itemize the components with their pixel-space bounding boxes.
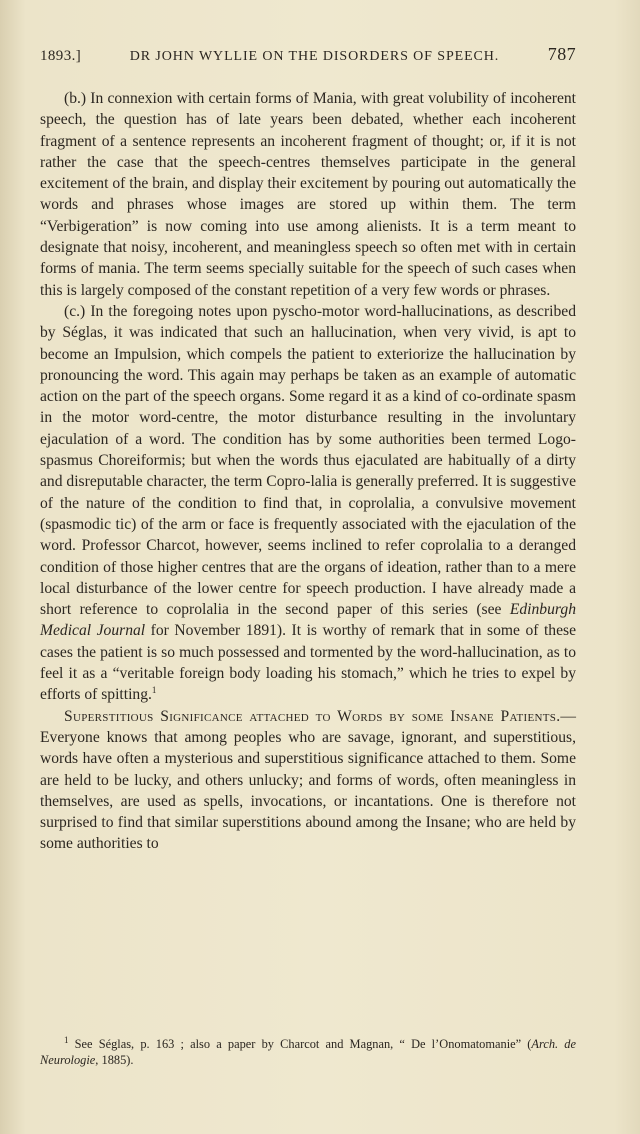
paragraph-c (40, 301, 576, 706)
page-number: 787 (547, 44, 576, 64)
body-text (40, 88, 576, 855)
footnote-text (40, 1036, 576, 1068)
footnote-reference: 1 (151, 685, 157, 696)
footnote-journal: Arch. de Neurologie (40, 1037, 576, 1067)
running-title: DR JOHN WYLLIE ON THE DISORDERS OF SPEECH. (129, 49, 500, 64)
footnote-text-2: , 1885). (95, 1053, 134, 1067)
paragraph-b: (b.) In connexion with certain forms of Mania, with great volubility of incoherent speech, the question has of late years been debated, whether each incoherent fragment of a sentence represents an incoherent fragment of thought; or, if it is not rather the case that the speech-centres themselves participate in the general excitement of the brain, and display their excitement by pouring out automatically the words and phrases whose images are stored up within them. The term “Verbigeration” is now coming into use among alienists. It is a term meant to designate that noisy, incoherent, and meaningless speech so often met with in certain forms of mania. The term seems specially suitable for the speech of such cases when this is largely composed of the constant repetition of a very few words or phrases. (40, 90, 576, 299)
journal-citation: Edinburgh Medical Journal (40, 601, 576, 640)
paragraph-c-text-2: for November 1891). It is worthy of remark that in some of these cases the patient is so much possessed and tormented by the word-hallucination, as to feel it as a “veritable foreign body loading his stomach,” which he tries to expel by efforts of spitting. (40, 622, 577, 704)
paragraph-superstition (40, 706, 576, 855)
paragraph-superstition-text: —Everyone knows that among peoples who are savage, ignorant, and superstitious, words have often a mysterious and superstitious significance attached to them. Some are held to be lucky, and others unlucky; and forms of words, often meaningless in themselves, are used as spells, invocations, or incantations. One is therefore not surprised to find that similar superstitions abound among the Insane; who are held by some authorities to (40, 707, 576, 853)
footnote (40, 1036, 576, 1068)
header-year: 1893.] (40, 48, 82, 64)
footnote-mark: 1 (64, 1034, 69, 1045)
paragraph-c-text-1: (c.) In the foregoing notes upon pyscho-motor word-hallucinations, as described by Séglas, it was indicated that such an hallucination, when very vivid, is apt to become an Impulsion, which compels the patient to exteriorize the hallucination by pronouncing the word. This again may perhaps be taken as an example of automatic action on the part of the speech organs. Some regard it as a kind of co-ordinate spasm in the motor word-centre, the motor disturbance resulting in the involuntary ejaculation of a word. The condition has by some authorities been termed Logo-spasmus Choreiformis; but when the words thus ejaculated are habitually of a dirty and disreputable character, the term Copro-lalia is generally preferred. It is suggestive of the nature of the condition to find that, in coprolalia, a convulsive movement (spasmodic tic) of the arm or face is frequently associated with the ejaculation of the word. Professor Charcot, however, seems inclined to refer coprolalia to a deranged condition of those higher centres that are the organs of ideation, rather than to a mere local disturbance of the lower centre for speech production. I have already made a short reference to coprolalia in the second paper of this series (see (40, 302, 576, 619)
footnote-text-1: See Séglas, p. 163 ; also a paper by Charcot and Magnan, “ De l’Onomatomanie” ( (68, 1037, 532, 1051)
running-header (40, 44, 576, 70)
section-heading: Superstitious Significance attached to Words by some Insane Patients. (64, 707, 561, 725)
